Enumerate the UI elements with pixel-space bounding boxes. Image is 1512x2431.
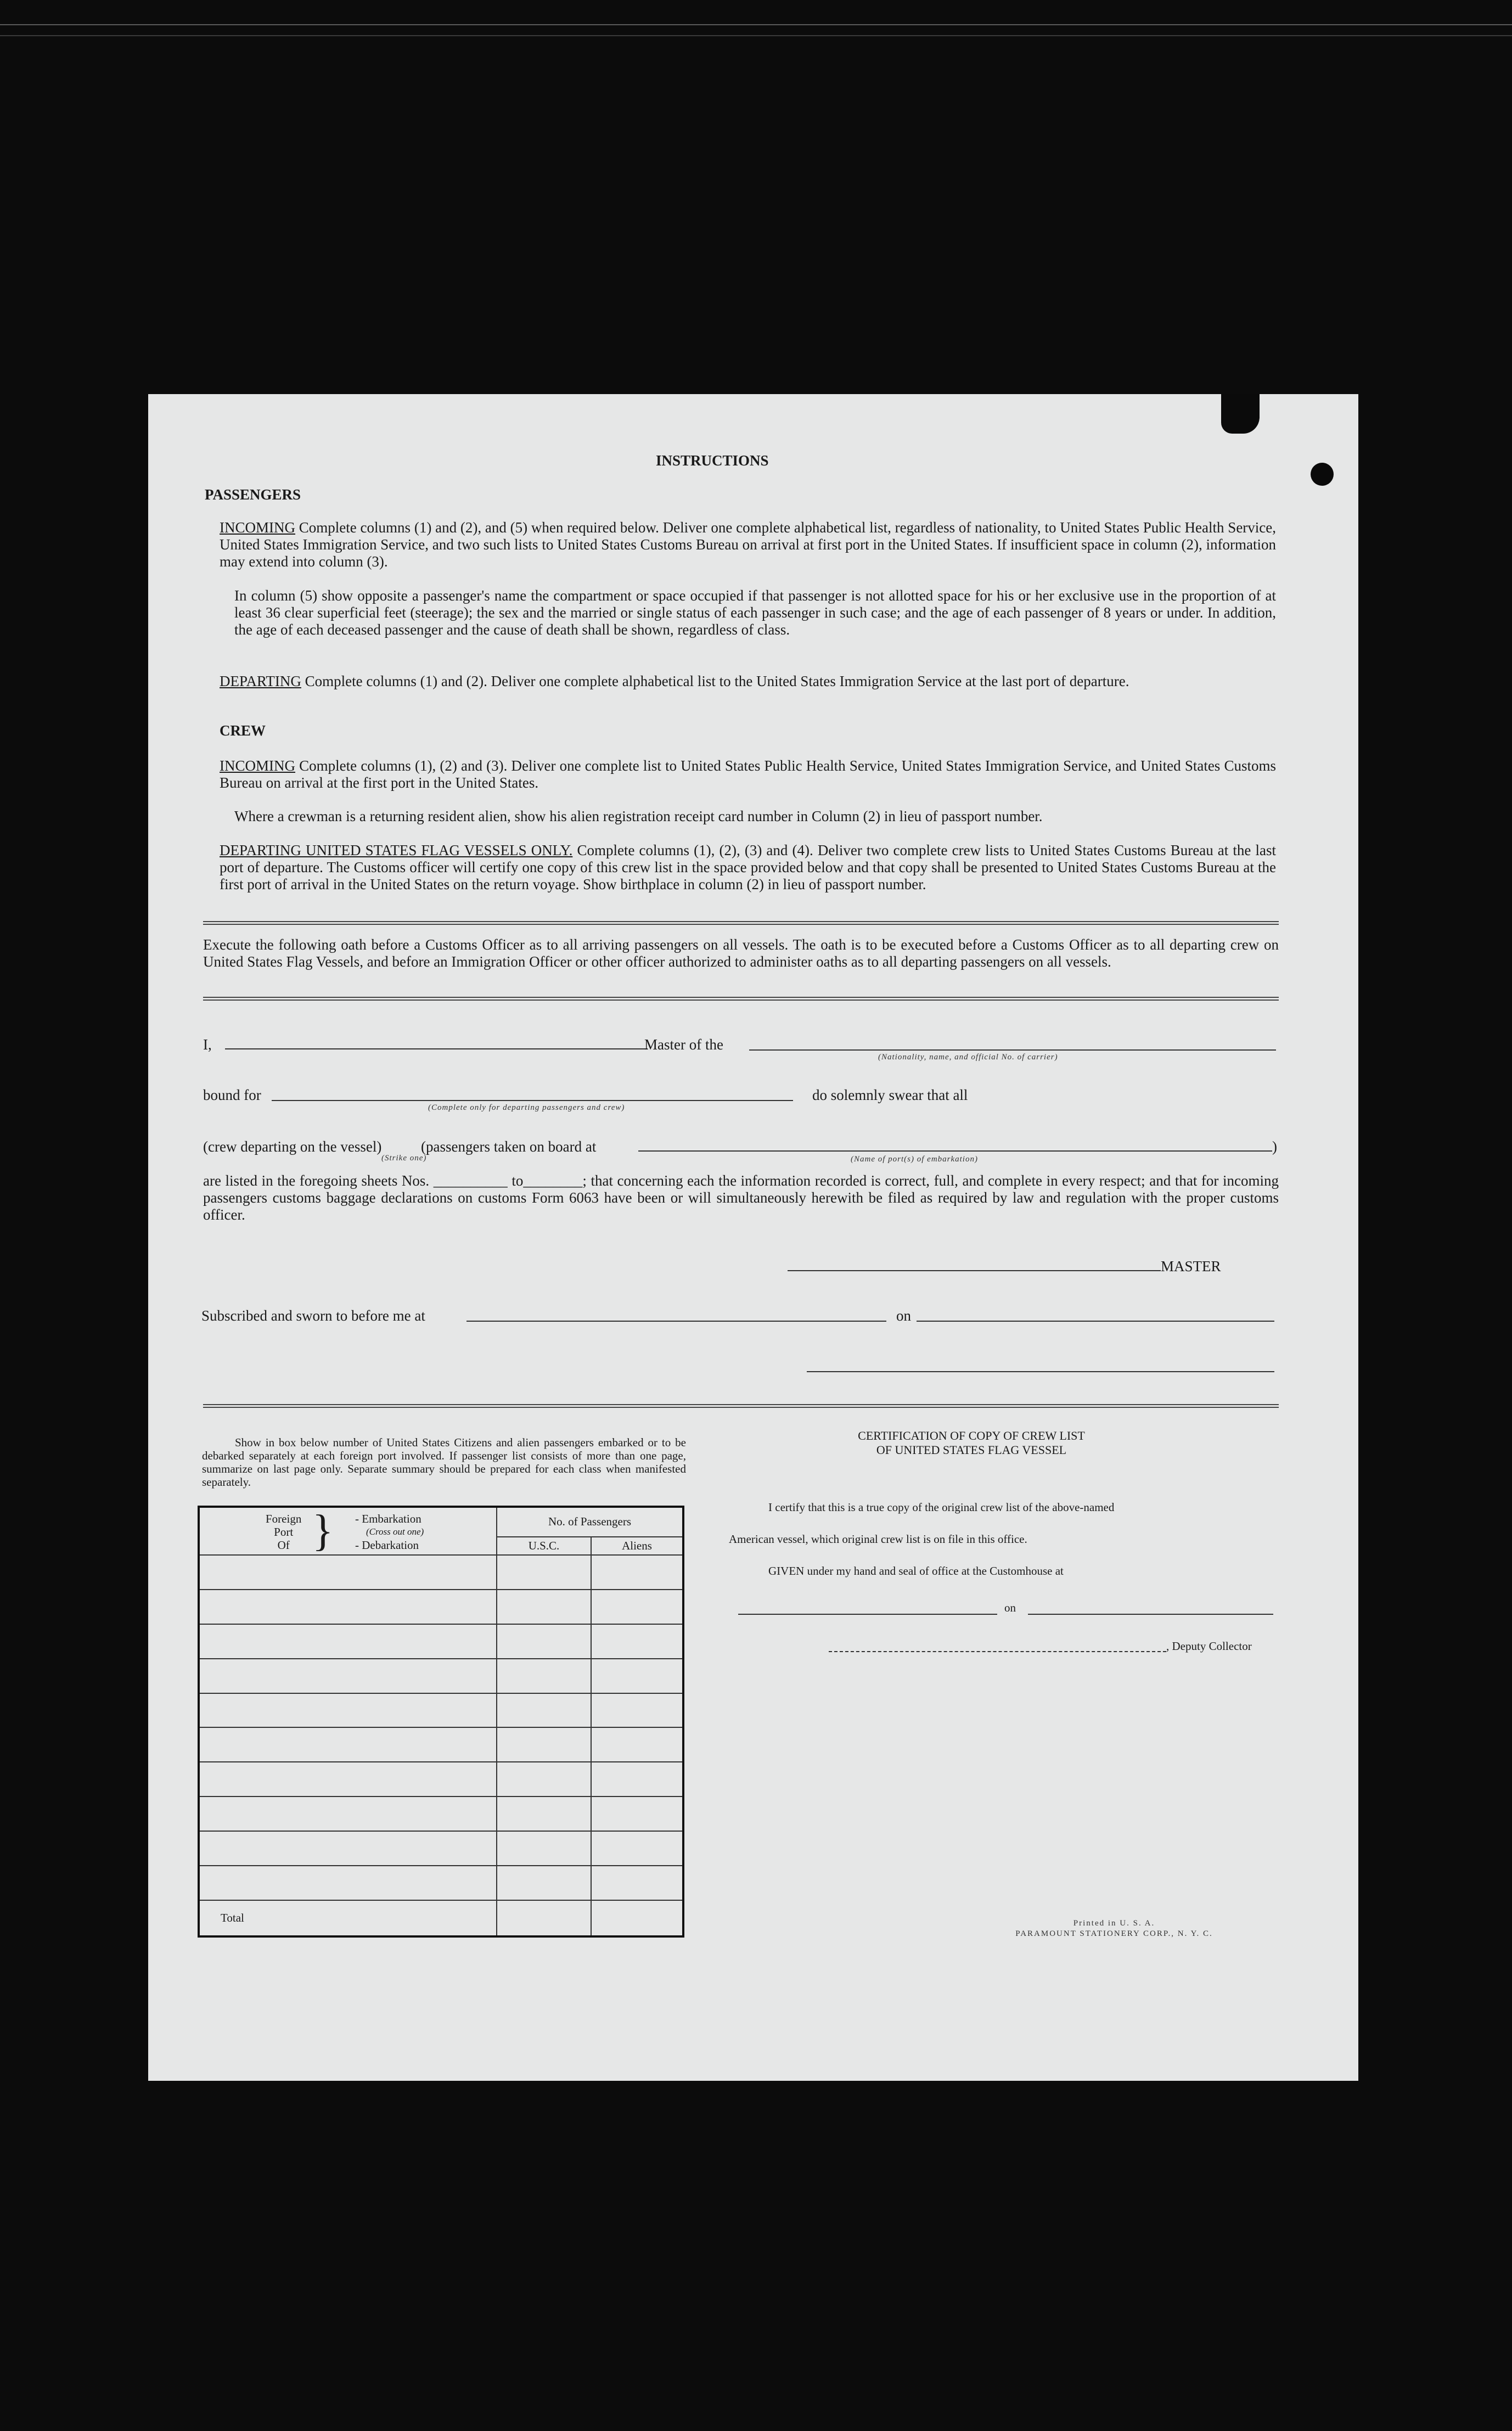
usc-cell[interactable] — [497, 1727, 591, 1762]
departing-text: Complete columns (1) and (2). Deliver one complete alphabetical list to the United States Immigration Service at the last port of departure. — [305, 673, 1129, 689]
table-row — [199, 1624, 683, 1659]
bound-for-line[interactable] — [272, 1100, 793, 1101]
usc-cell[interactable] — [497, 1659, 591, 1693]
listed-sheets-paragraph: are listed in the foregoing sheets Nos. __________ to________; that concerning each the information recorded is correct, full, and complete in every respect; and that for incoming passengers customs baggage declarations on customs Form 6063 have been or will simultaneously herewith be filed as required by law and regulation with the proper customs officer. — [203, 1172, 1279, 1223]
oath-i-label: I, — [203, 1036, 212, 1053]
bound-for-label: bound for — [203, 1087, 261, 1103]
aliens-cell[interactable] — [591, 1659, 683, 1693]
sworn-at-line[interactable] — [466, 1321, 886, 1322]
printer-imprint — [960, 1918, 1268, 1939]
usc-cell[interactable] — [497, 1590, 591, 1624]
foreign-label: Foreign — [266, 1512, 302, 1525]
aliens-cell[interactable] — [591, 1590, 683, 1624]
flag-vessels-paragraph — [220, 842, 1276, 893]
aliens-cell[interactable] — [591, 1796, 683, 1831]
table-row — [199, 1693, 683, 1728]
table-row — [199, 1796, 683, 1831]
table-row — [199, 1590, 683, 1624]
table-row — [199, 1659, 683, 1693]
aliens-cell[interactable] — [591, 1727, 683, 1762]
no-of-passengers-header: No. of Passengers — [497, 1507, 683, 1537]
usc-cell[interactable] — [497, 1866, 591, 1900]
flag-vessels-text: Complete columns (1), (2), (3) and (4). Deliver two complete crew lists to United States Customs Bureau at the last port of departure. The Customs officer will certify one copy of this crew list in the space provided below and that copy shall be presented to United States Customs Bureau at the first port of arrival in the United States on the return voyage. Show birthplace in column (2) in lieu of passport number. — [220, 842, 1276, 892]
usc-cell[interactable] — [497, 1624, 591, 1659]
usc-cell[interactable] — [497, 1555, 591, 1590]
debarkation-option: - Debarkation — [355, 1539, 419, 1552]
master-name-line[interactable] — [225, 1048, 648, 1049]
deputy-collector-label: , Deputy Collector — [1166, 1640, 1252, 1653]
total-label: Total — [199, 1900, 497, 1936]
port-cell[interactable] — [199, 1796, 497, 1831]
close-paren: ) — [1272, 1138, 1277, 1155]
name-ports-caption: (Name of port(s) of embarkation) — [851, 1155, 978, 1164]
port-cell[interactable] — [199, 1831, 497, 1866]
sworn-date-line[interactable] — [917, 1321, 1274, 1322]
aliens-cell[interactable] — [591, 1762, 683, 1796]
section-divider — [203, 997, 1279, 1001]
crew-incoming-label: INCOMING — [220, 757, 295, 774]
punch-hole — [1311, 463, 1334, 486]
complete-only-caption: (Complete only for departing passengers and crew) — [428, 1103, 625, 1112]
foreign-port-of — [266, 1512, 301, 1552]
printer-line1: Printed in U. S. A. — [1073, 1919, 1155, 1928]
usc-cell[interactable] — [497, 1693, 591, 1728]
port-cell[interactable] — [199, 1693, 497, 1728]
aliens-header: Aliens — [591, 1537, 683, 1556]
aliens-cell[interactable] — [591, 1831, 683, 1866]
passengers-taken-option: (passengers taken on board at — [421, 1138, 597, 1155]
table-row — [199, 1831, 683, 1866]
section-divider — [203, 1404, 1279, 1408]
form-page — [148, 394, 1358, 2081]
crew-departing-option: (crew departing on the vessel) — [203, 1138, 382, 1155]
port-cell[interactable] — [199, 1762, 497, 1796]
brace: } — [312, 1507, 334, 1555]
scan-edge-line — [0, 35, 1512, 36]
crew-incoming-text: Complete columns (1), (2) and (3). Deliver one complete list to United States Public Health Service, United States Immigration Service, and United States Customs Bureau on arrival at the first port in the United States. — [220, 757, 1277, 791]
certify-line-1: I certify that this is a true copy of the original crew list of the above-named — [768, 1501, 1115, 1514]
instructions-title: INSTRUCTIONS — [656, 452, 769, 469]
usc-cell[interactable] — [497, 1831, 591, 1866]
officer-signature-line[interactable] — [807, 1371, 1274, 1372]
aliens-cell[interactable] — [591, 1555, 683, 1590]
port-cell[interactable] — [199, 1866, 497, 1900]
summary-instructions: Show in box below number of United States Citizens and alien passengers embarked or to be debarked separately at each foreign port involved. If passenger list consists of more than one page, summarize on last page only. Separate summary should be prepared for each class when manifested separately. — [202, 1436, 686, 1489]
total-usc-cell[interactable] — [497, 1900, 591, 1936]
certify-line-2: American vessel, which original crew list is on file in this office. — [729, 1532, 1027, 1546]
passengers-heading: PASSENGERS — [205, 486, 301, 503]
passenger-summary-table — [198, 1506, 684, 1938]
passengers-incoming-paragraph — [220, 519, 1276, 570]
solemnly-swear-text: do solemnly swear that all — [812, 1087, 968, 1103]
master-signature-line[interactable] — [788, 1270, 1161, 1271]
crew-incoming-paragraph — [220, 757, 1276, 791]
page-tear — [1221, 394, 1260, 434]
certification-date-line[interactable] — [1028, 1614, 1273, 1615]
port-embarkation-line[interactable] — [638, 1150, 1272, 1152]
table-row — [199, 1555, 683, 1590]
incoming-label: INCOMING — [220, 519, 295, 536]
printer-line2: PARAMOUNT STATIONERY CORP., N. Y. C. — [1015, 1929, 1213, 1938]
scan-edge-line — [0, 24, 1512, 25]
master-label: MASTER — [1161, 1258, 1221, 1275]
deputy-signature-line[interactable] — [829, 1651, 1166, 1652]
aliens-cell[interactable] — [591, 1866, 683, 1900]
aliens-cell[interactable] — [591, 1624, 683, 1659]
port-label: Port — [274, 1525, 294, 1539]
column5-paragraph: In column (5) show opposite a passenger's name the compartment or space occupied if that passenger is not allotted space for his or her exclusive use in the proportion of at least 36 clear superficial feet (steerage); the sex and the married or single status of each passenger in such case; and the age of each passenger of 8 years or under. In addition, the age of each deceased passenger and the cause of death shall be shown, regardless of class. — [234, 587, 1276, 638]
carrier-line[interactable] — [749, 1049, 1276, 1051]
crewman-paragraph: Where a crewman is a returning resident alien, show his alien registration receipt card number in Column (2) in lieu of passport number. — [234, 808, 1043, 824]
master-of-label: Master of the — [644, 1036, 723, 1053]
given-text: GIVEN under my hand and seal of office at the Customhouse at — [768, 1564, 1064, 1577]
of-label: Of — [277, 1539, 290, 1552]
cross-out-note: (Cross out one) — [366, 1526, 424, 1537]
departing-label: DEPARTING — [220, 673, 301, 689]
incoming-text: Complete columns (1) and (2), and (5) when required below. Deliver one complete alphabetical list, regardless of nationality, to United States Public Health Service, United States Immigration Service, and two such lists to United States Customs Bureau on arrival at first port in the United States. If insufficient space in column (2), information may extend into column (3). — [220, 519, 1277, 570]
certification-title-line1: CERTIFICATION OF COPY OF CREW LIST — [858, 1429, 1085, 1442]
oath-instructions: Execute the following oath before a Customs Officer as to all arriving passengers on all vessels. The oath is to be executed before a Customs Officer as to all departing crew on United States Flag Vessels, and before an Immigration Officer or other officer authorized to administer oaths as to all departing passengers on all vessels. — [203, 936, 1279, 970]
embark-debark-options — [355, 1512, 424, 1552]
port-cell[interactable] — [199, 1727, 497, 1762]
sworn-on-label: on — [896, 1307, 911, 1324]
table-row — [199, 1762, 683, 1796]
usc-header: U.S.C. — [497, 1537, 591, 1556]
flag-vessels-label: DEPARTING UNITED STATES FLAG VESSELS ONLY. — [220, 842, 573, 858]
total-row — [199, 1900, 683, 1936]
certification-title-line2: OF UNITED STATES FLAG VESSEL — [876, 1443, 1067, 1457]
table-row — [199, 1866, 683, 1900]
usc-cell[interactable] — [497, 1762, 591, 1796]
customhouse-line[interactable] — [738, 1614, 997, 1615]
section-divider — [203, 921, 1279, 925]
usc-cell[interactable] — [497, 1796, 591, 1831]
foreign-port-header-cell — [199, 1507, 497, 1555]
port-cell[interactable] — [199, 1555, 497, 1590]
passengers-departing-paragraph — [220, 673, 1276, 690]
nationality-caption: (Nationality, name, and official No. of carrier) — [878, 1053, 1058, 1062]
strike-one-caption: (Strike one) — [381, 1154, 427, 1163]
port-cell[interactable] — [199, 1659, 497, 1693]
embarkation-option: - Embarkation — [355, 1512, 421, 1525]
crew-heading: CREW — [220, 722, 266, 739]
port-cell[interactable] — [199, 1590, 497, 1624]
table-row — [199, 1727, 683, 1762]
certification-title — [834, 1429, 1109, 1457]
total-aliens-cell[interactable] — [591, 1900, 683, 1936]
aliens-cell[interactable] — [591, 1693, 683, 1728]
port-cell[interactable] — [199, 1624, 497, 1659]
certification-on-label: on — [1004, 1601, 1016, 1614]
subscribed-text: Subscribed and sworn to before me at — [201, 1307, 425, 1324]
